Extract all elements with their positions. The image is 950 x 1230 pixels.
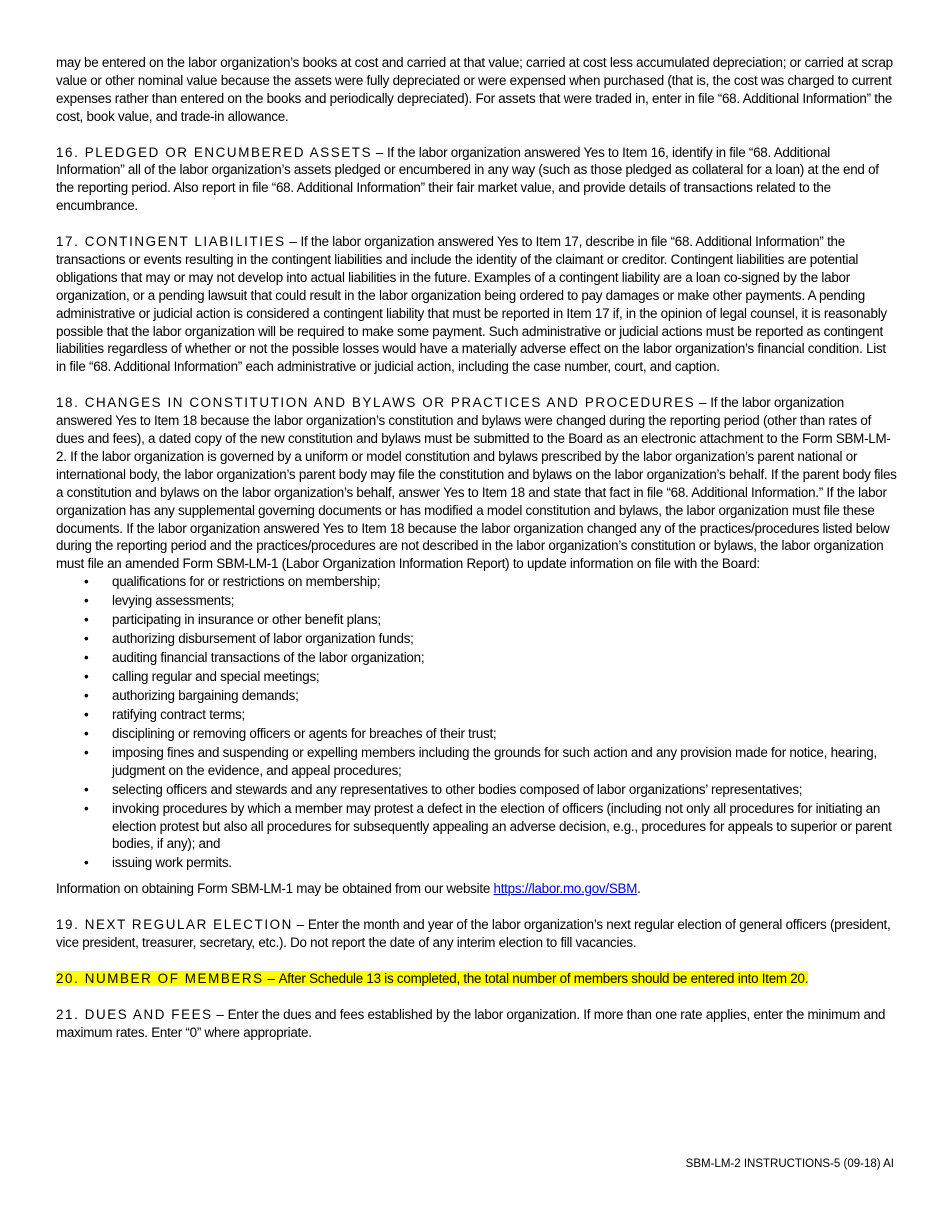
- practices-list: [56, 573, 898, 872]
- item18-heading: 18. CHANGES IN CONSTITUTION AND BYLAWS OR PRACTICES AND PROCEDURES: [56, 395, 696, 411]
- item21-text: Enter the dues and fees established by the labor organization. If more than one rate applies, enter the minimum and maximum rates. Enter “0” where appropriate.: [56, 1006, 886, 1040]
- list-item: • issuing work permits.: [84, 855, 232, 871]
- item17-separator: –: [285, 234, 301, 250]
- bullet-icon: •: [84, 593, 89, 609]
- item18-text: If the labor organization answered Yes to Item 18 because the labor organization’s constitution and bylaws were changed during the reporting period (other than rates of dues and fees), a dated copy of the new constitution and bylaws must be submitted to the Board as an electronic attachment to the Form SBM-LM-2. If the labor organization is governed by a uniform or model constitution and bylaws prescribed by the labor organization’s parent national or international body, the labor organization’s parent body may file the constitution and bylaws on the labor organization’s behalf. If the parent body files a constitution and bylaws on the labor organization’s behalf, answer Yes to Item 18 and state that fact in file “68. Additional Information.” If the labor organization has any supplemental governing documents or has modified a model constitution and bylaws, the labor organization must file these documents. If the labor organization answered Yes to Item 18 because the labor organization changed any of the practices/procedures listed below during the reporting period and the practices/procedures are not described in the labor organization’s constitution or bylaws, the labor organization must file an amended Form SBM-LM-1 (Labor Organization Information Report) to update information on file with the Board:: [56, 395, 897, 572]
- item18-separator: –: [695, 395, 711, 411]
- website-text: Information on obtaining Form SBM-LM-1 may be obtained from our website: [56, 881, 491, 897]
- bullet-icon: •: [84, 744, 89, 760]
- list-item: • ratifying contract terms;: [84, 706, 245, 722]
- bullet-icon: •: [84, 687, 89, 703]
- item16-separator: –: [372, 144, 387, 160]
- list-item: • authorizing bargaining demands;: [84, 687, 299, 703]
- item21-separator: –: [212, 1006, 228, 1022]
- item17-paragraph: [56, 233, 898, 376]
- list-item: • auditing financial transactions of the labor organization;: [84, 650, 425, 666]
- item16-paragraph: [56, 144, 898, 216]
- website-paragraph: [56, 880, 898, 898]
- item19-text: Enter the month and year of the labor organization’s next regular election of general officers (president, vice president, treasurer, secretary, etc.). Do not report the date of any interim election to fill vacancies.: [56, 917, 891, 950]
- item21-heading: 21. DUES AND FEES: [56, 1006, 213, 1022]
- list-item: • levying assessments;: [84, 593, 235, 609]
- item20-highlight: [56, 971, 808, 986]
- list-item: • selecting officers and stewards and any representatives to other bodies composed of labor organizations’ representatives;: [84, 781, 803, 797]
- bullet-icon: •: [84, 669, 89, 684]
- item16-heading: 16. PLEDGED OR ENCUMBERED ASSETS: [56, 144, 373, 160]
- list-item: • qualifications for or restrictions on membership;: [84, 574, 381, 590]
- website-period: .: [637, 881, 641, 897]
- website-link[interactable]: https://labor.mo.gov/SBM: [493, 881, 638, 897]
- bullet-icon: •: [84, 781, 89, 797]
- item21-paragraph: [56, 1006, 898, 1042]
- item17-text: If the labor organization answered Yes to Item 17, describe in file “68. Additional Information” the transactions or events resulting in the contingent liabilities and include the identity of the claimant or creditor. Contingent liabilities are potential obligations that may or may not develop into actual liabilities in the future. Examples of a contingent liability are a loan co-signed by the labor organization, or a pending lawsuit that could result in the labor organization being ordered to pay damages or make other payments. A pending administrative or judicial action is considered a contingent liability that must be reported in Item 17 if, in the opinion of legal counsel, it is reasonably possible that the labor organization will be required to make some payment. Such administrative or judicial actions must be reported as contingent liabilities regardless of whether or not the possible losses would have a materially adverse effect on the labor organization’s financial condition. List in file “68. Additional Information” each administrative or judicial action, including the case number, court, and caption.: [56, 234, 887, 375]
- page-footer: SBM-LM-2 INSTRUCTIONS-5 (09-18) AI: [685, 1158, 894, 1170]
- item16-text: If the labor organization answered Yes to Item 16, identify in file “68. Additional Information” all of the labor organization’s assets pledged or encumbered in any way (such as those pledged as collateral for a loan) at the end of the reporting period. Also report in file “68. Additional Information” their fair market value, and provide details of transactions related to the encumbrance.: [56, 144, 879, 214]
- item20-heading: 20. NUMBER OF MEMBERS: [56, 970, 264, 986]
- bullet-icon: •: [84, 574, 89, 590]
- list-item: • invoking procedures by which a member may protest a defect in the election of officers (including not only all procedures for initiating an election protest but also all procedures for subsequently appealing an adverse decision, e.g., procedures for appeals to superior or parent bodies, if any); and: [84, 800, 892, 852]
- bullet-icon: •: [84, 725, 89, 741]
- item17-heading: 17. CONTINGENT LIABILITIES: [56, 234, 286, 250]
- list-item: • participating in insurance or other benefit plans;: [84, 612, 381, 628]
- bullet-icon: •: [84, 650, 89, 666]
- item19-paragraph: [56, 916, 898, 952]
- intro-paragraph: [56, 54, 898, 126]
- bullet-icon: •: [84, 706, 89, 722]
- list-item: • imposing fines and suspending or expelling members including the grounds for such action and any provision made for notice, hearing, judgment on the evidence, and appeal procedures;: [84, 744, 877, 778]
- bullet-icon: •: [84, 855, 89, 871]
- bullet-icon: •: [84, 631, 89, 647]
- bullet-icon: •: [84, 612, 89, 628]
- intro-text: may be entered on the labor organization’s books at cost and carried at that value; carried at cost less accumulated depreciation; or carried at scrap value or other nominal value because the assets were fully depreciated or were expensed when purchased (that is, the cost was charged to current expenses rather than entered on the books and periodically depreciated). For assets that were traded in, enter in file “68. Additional Information” the cost, book value, and trade-in allowance.: [56, 55, 893, 124]
- bullet-icon: •: [84, 800, 89, 816]
- item20-text: After Schedule 13 is completed, the total number of members should be entered into Item 20.: [278, 970, 809, 986]
- item18-paragraph: [56, 394, 898, 573]
- item19-separator: –: [292, 917, 308, 933]
- list-item: • authorizing disbursement of labor organization funds;: [84, 631, 414, 647]
- item19-heading: 19. NEXT REGULAR ELECTION: [56, 917, 293, 933]
- item20-paragraph: [56, 970, 898, 988]
- instructions-page: [56, 54, 898, 1059]
- list-item: • calling regular and special meetings;: [84, 669, 320, 684]
- list-item: • disciplining or removing officers or agents for breaches of their trust;: [84, 725, 497, 741]
- item20-separator: –: [263, 970, 279, 986]
